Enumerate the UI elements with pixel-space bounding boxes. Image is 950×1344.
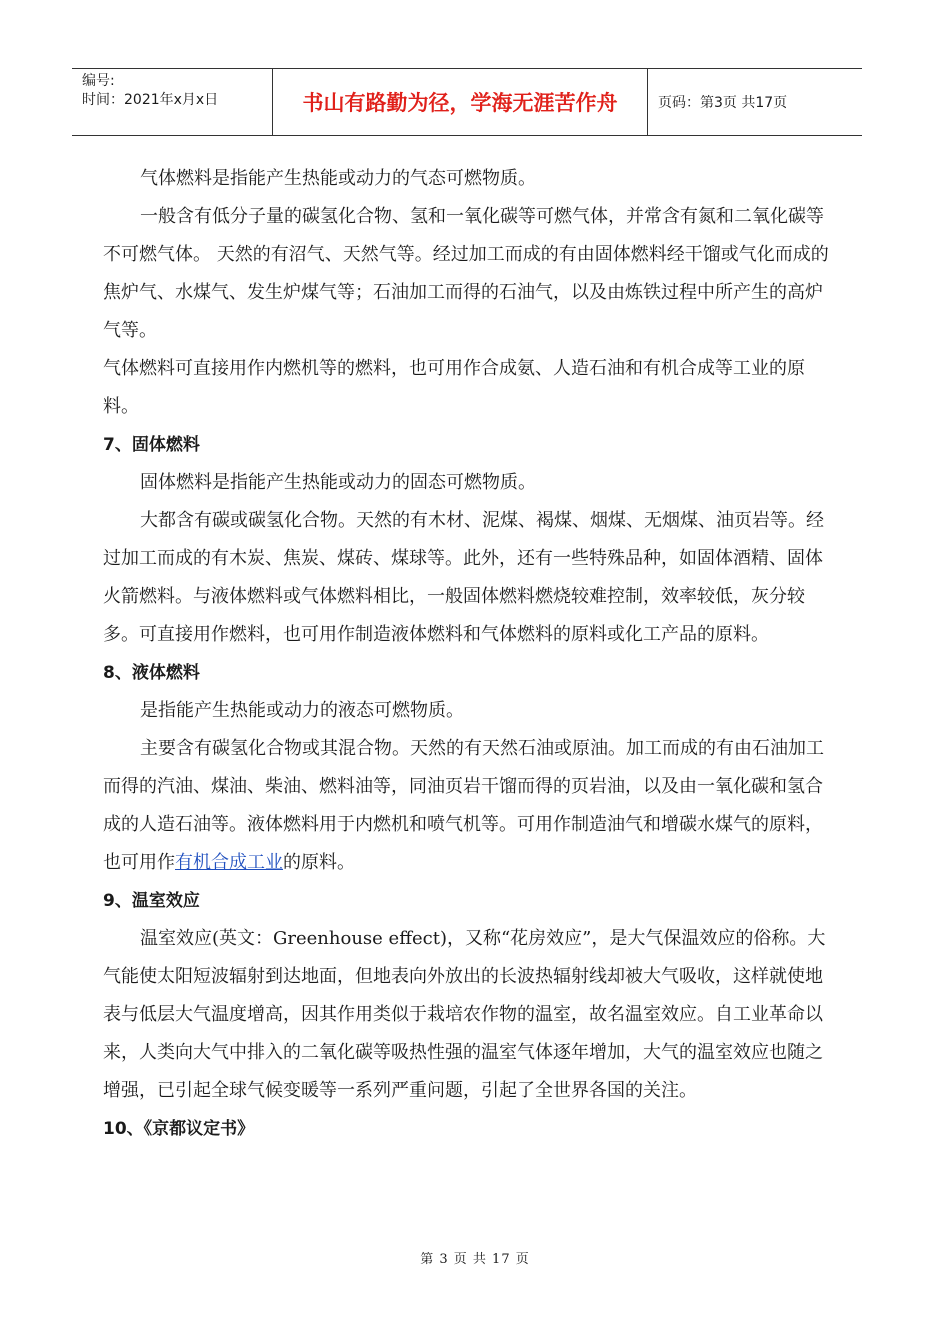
heading-greenhouse-effect: 9、温室效应 [103,891,200,911]
page-footer: 第 3 页 共 17 页 [420,1252,530,1267]
paragraph-liquid-fuel-definition: 是指能产生热能或动力的液态可燃物质。 [140,700,464,721]
document-number-label: 编号: [82,73,115,89]
paragraph-solid-fuel-definition: 固体燃料是指能产生热能或动力的固态可燃物质。 [140,472,536,493]
header-page-number: 页码：第3页 共17页 [658,95,788,111]
heading-liquid-fuel: 8、液体燃料 [103,663,200,683]
page-header [72,68,862,136]
paragraph-gas-fuel-usage: 气体燃料可直接用作内燃机等的燃料，也可用作合成氨、人造石油和有机合成等工业的原料。 [103,358,805,417]
paragraph-gas-fuel-composition: 一般含有低分子量的碳氢化合物、氢和一氧化碳等可燃气体，并常含有氮和二氧化碳等不可燃气体。 天然的有沼气、天然气等。经过加工而成的有由固体燃料经干馏或气化而成的焦炉气、水煤气、发生炉煤气等；石油加工而得的石油气，以及由炼铁过程中所产生的高炉气等。 [103,206,829,341]
paragraph-gas-fuel-definition: 气体燃料是指能产生热能或动力的气态可燃物质。 [140,168,536,189]
organic-synthesis-industry-link[interactable]: 有机合成工业 [175,852,283,873]
paragraph-liquid-fuel-details [103,730,833,882]
heading-kyoto-protocol: 10、《京都议定书》 [103,1119,255,1139]
document-body [103,160,833,1148]
heading-solid-fuel: 7、固体燃料 [103,435,200,455]
document-time-label: 时间：2021年x月x日 [82,92,219,108]
header-meta [72,69,273,135]
paragraph-greenhouse-effect: 温室效应(英文：Greenhouse effect)，又称“花房效应”，是大气保温效应的俗称。大气能使太阳短波辐射到达地面，但地表向外放出的长波热辐射线却被大气吸收，这样就使地表与低层大气温度增高，因其作用类似于栽培农作物的温室，故名温室效应。自工业革命以来，人类向大气中排入的二氧化碳等吸热性强的温室气体逐年增加，大气的温室效应也随之增强，已引起全球气候变暖等一系列严重问题，引起了全世界各国的关注。 [103,928,826,1101]
paragraph-solid-fuel-details: 大都含有碳或碳氢化合物。天然的有木材、泥煤、褐煤、烟煤、无烟煤、油页岩等。经过加工而成的有木炭、焦炭、煤砖、煤球等。此外，还有一些特殊品种，如固体酒精、固体火箭燃料。与液体燃料或气体燃料相比，一般固体燃料燃烧较难控制，效率较低，灰分较多。可直接用作燃料，也可用作制造液体燃料和气体燃料的原料或化工产品的原料。 [103,510,824,645]
liquid-fuel-text-before-link: 主要含有碳氢化合物或其混合物。天然的有天然石油或原油。加工而成的有由石油加工而得的汽油、煤油、柴油、燃料油等，同油页岩干馏而得的页岩油，以及由一氧化碳和氢合成的人造石油等。液体燃料用于内燃机和喷气机等。可用作制造油气和增碳水煤气的原料，也可用作 [103,738,824,873]
liquid-fuel-text-after-link: 的原料。 [283,852,355,873]
header-motto: 书山有路勤为径，学海无涯苦作舟 [273,69,648,135]
